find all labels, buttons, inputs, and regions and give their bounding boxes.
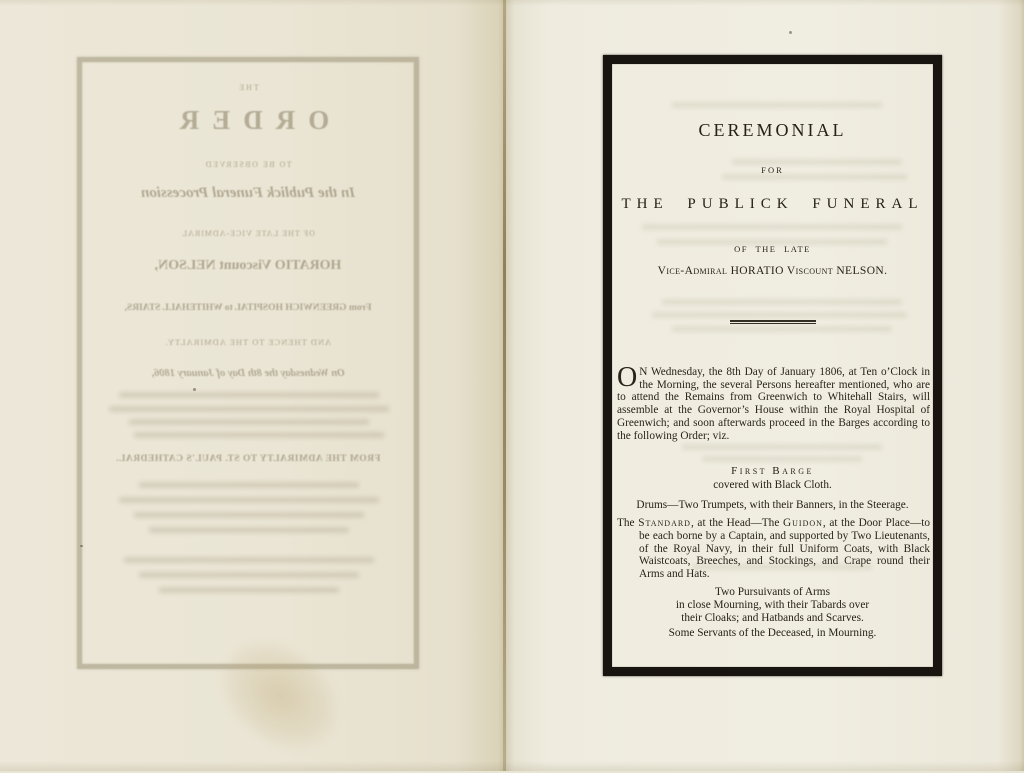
page-title: CEREMONIAL <box>698 120 847 140</box>
showthrough-smudge <box>119 392 379 398</box>
standard-paragraph-part: The <box>617 517 639 529</box>
double-rule-divider <box>730 320 816 324</box>
showthrough-smudge <box>642 224 902 230</box>
showthrough-line: OF THE LATE VICE-ADMIRAL <box>181 229 315 238</box>
showthrough-line: ORDER <box>166 105 330 135</box>
showthrough-smudge <box>149 527 349 533</box>
page-edge-shadow-bottom <box>0 761 1024 771</box>
opening-paragraph <box>617 362 930 442</box>
left-page <box>0 0 506 771</box>
servants-line: Some Servants of the Deceased, in Mourning. <box>668 627 877 639</box>
showthrough-smudge <box>139 572 359 578</box>
showthrough-line: In the Publick Funeral Procession <box>140 185 356 201</box>
showthrough-smudge <box>662 299 902 305</box>
showthrough-line: FROM THE ADMIRALTY TO ST. PAUL'S CATHEDRAL. <box>115 454 381 464</box>
showthrough-smudge <box>139 482 359 488</box>
showthrough-smudge <box>159 587 339 593</box>
showthrough-line: On Wednesday the 8th Day of January 1806, <box>151 368 345 379</box>
guidon-word: Guidon <box>782 517 823 529</box>
title-for-word: FOR <box>761 165 784 175</box>
showthrough-smudge <box>134 512 364 518</box>
showthrough-line: AND THENCE TO THE ADMIRALTY. <box>164 337 332 347</box>
title-subtitle: THE PUBLICK FUNERAL <box>621 196 924 212</box>
standard-paragraph-part: , at the Door Place—to be each borne by a Captain, and supported by Two Lieutenants, of the Royal Navy, in their full Uniform Coats, with Black Waistcoats, Breeches, and Stockings, and Crape round their Arms and Hats. <box>639 517 930 581</box>
showthrough-line: THE <box>237 83 259 92</box>
right-page <box>506 0 1024 771</box>
showthrough-smudge <box>672 326 892 332</box>
pursuivants-line: in close Mourning, with their Tabards over <box>675 599 870 611</box>
showthrough-smudge <box>702 456 862 462</box>
honoree-line: Vice-Admiral HORATIO Viscount NELSON. <box>657 265 888 277</box>
showthrough-smudge <box>109 406 389 412</box>
showthrough-smudge <box>119 497 379 503</box>
showthrough-line: HORATIO Viscount NELSON, <box>154 258 342 273</box>
showthrough-smudge <box>129 419 369 425</box>
paper-speck <box>80 545 83 547</box>
standard-paragraph <box>617 517 930 581</box>
showthrough-smudge <box>672 102 882 108</box>
standard-paragraph-part: , at the Head—The <box>690 517 783 529</box>
pursuivants-line: their Cloaks; and Hatbands and Scarves. <box>681 612 864 624</box>
book-gutter-fold <box>503 0 506 771</box>
drums-line: Drums—Two Trumpets, with their Banners, in the Steerage. <box>636 499 909 511</box>
page-edge-shadow-top <box>0 0 1024 6</box>
showthrough-smudge <box>124 557 374 563</box>
showthrough-text-block <box>77 57 419 669</box>
showthrough-smudge <box>682 444 882 450</box>
drop-cap: O <box>617 362 638 393</box>
paper-speck <box>789 31 792 34</box>
showthrough-smudge <box>134 432 384 438</box>
title-of-the-late: OF THE LATE <box>734 244 811 254</box>
showthrough-line: TO BE OBSERVED <box>204 160 292 169</box>
pursuivants-line: Two Pursuivants of Arms <box>714 586 830 598</box>
first-barge-heading: First Barge <box>731 465 814 477</box>
standard-word: Standard <box>638 517 691 529</box>
showthrough-smudge <box>652 312 907 318</box>
mourning-border-frame <box>603 55 942 676</box>
paper-speck <box>193 388 196 391</box>
covered-line: covered with Black Cloth. <box>713 479 832 491</box>
showthrough-line: From GREENWICH HOSPITAL to WHITEHALL STAIRS, <box>124 303 372 313</box>
opening-paragraph-text: N Wednesday, the 8th Day of January 1806, at Ten o’Clock in the Morning, the several Persons hereafter mentioned, who are to attend the Remains from Greenwich to Whitehall Stairs, will assemble at the Governor’s House within the Royal Hospital of Greenwich; and soon afterwards proceed in the Barges according to the following Order; viz. <box>617 366 930 442</box>
ceremonial-content <box>612 64 933 667</box>
